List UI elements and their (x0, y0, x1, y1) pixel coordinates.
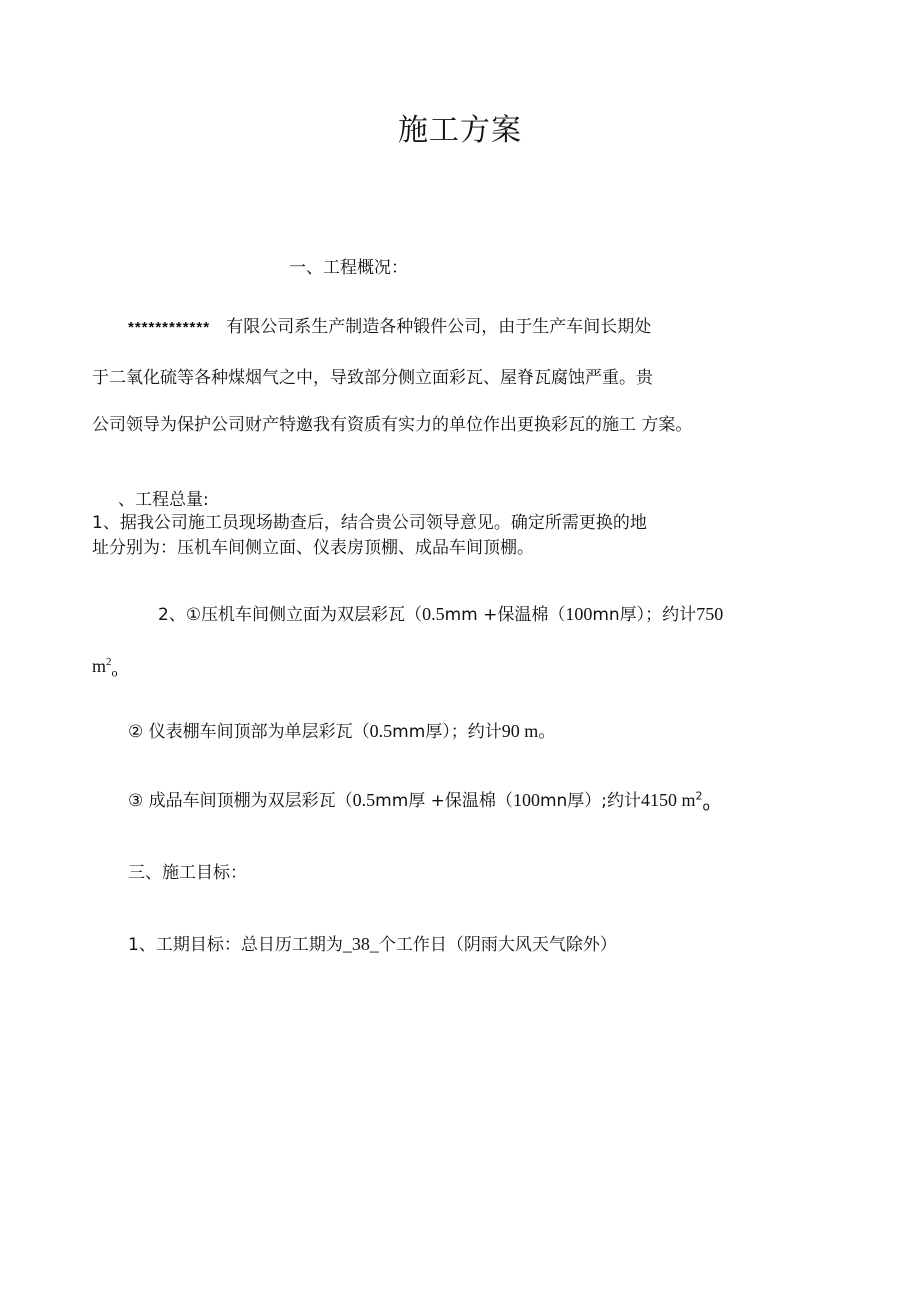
item4-sub: o (702, 799, 710, 814)
section2-item4 (128, 789, 710, 812)
item2-prefix: 2、①压机车间侧立面为双层彩瓦（ (158, 605, 423, 625)
item3-spec: 0.5 (369, 721, 393, 741)
goal1-suffix: 个工作日（阴雨大风天气除外） (378, 935, 617, 955)
section1-paragraph-line3: 公司领导为保护公司财产特邀我有资质有实力的单位作出更换彩瓦的施工 方案。 (92, 415, 693, 435)
section2-item1-line1: 1、据我公司施工员现场勘查后，结合贵公司领导意见。确定所需更换的地 (92, 513, 647, 533)
section2-heading: 、工程总量: (118, 490, 209, 510)
item2-spec1: 0.5 (422, 604, 445, 624)
item4-prefix: ③ 成品车间顶棚为双层彩瓦（ (128, 791, 353, 811)
item2-unit1: mm (444, 605, 478, 625)
para-text-line1: 有限公司系生产制造各种锻件公司，由于生产车间长期处 (226, 317, 652, 337)
item2-unit2: mn厚）；约计 (592, 605, 697, 625)
goal1-prefix: 1、工期目标：总日历工期为 (128, 935, 343, 955)
item4-spec2: 100 (512, 790, 540, 810)
item2-sup: 2 (106, 656, 112, 668)
page-title: 施工方案 (398, 113, 522, 148)
section3-goal1 (128, 933, 617, 956)
section2-item2 (158, 603, 723, 626)
item3-prefix: ② 仪表棚车间顶部为单层彩瓦（ (128, 722, 370, 742)
company-name-placeholder: ************ (128, 319, 211, 336)
item4-sup: 2 (695, 789, 703, 803)
item3-unit: mm厚）；约计 (392, 722, 502, 742)
item2-amount: 750 (696, 604, 724, 624)
item3-amount: 90 (501, 721, 520, 741)
section2-item1-line2: 址分别为：压机车间侧立面、仪表房顶棚、成品车间顶棚。 (92, 538, 534, 558)
section3-heading: 三、施工目标： (128, 863, 247, 883)
item4-spec1: 0.5 (352, 790, 376, 810)
item4-unit-m: m (677, 790, 696, 810)
item2-spec2: 100 (565, 604, 593, 624)
section2-item2-unit (92, 655, 118, 680)
item2-unit-m: m (92, 656, 107, 676)
section1-paragraph-line1 (128, 316, 651, 339)
item4-unit1: mm厚 +保温棉（ (375, 791, 513, 811)
section1-paragraph-line2: 于二氧化硫等各种煤烟气之中，导致部分侧立面彩瓦、屋脊瓦腐蚀严重。贵 (92, 368, 653, 388)
item2-mid: +保温棉（ (477, 605, 566, 625)
item2-sub: o (111, 665, 118, 680)
item3-tail: m。 (519, 721, 557, 741)
goal1-value: _38_ (342, 934, 379, 954)
item4-amount: 4150 (641, 790, 677, 810)
item4-unit2: mn厚）;约计 (539, 791, 641, 811)
section1-heading: 一、工程概况： (289, 258, 408, 278)
section2-item3 (128, 720, 556, 743)
